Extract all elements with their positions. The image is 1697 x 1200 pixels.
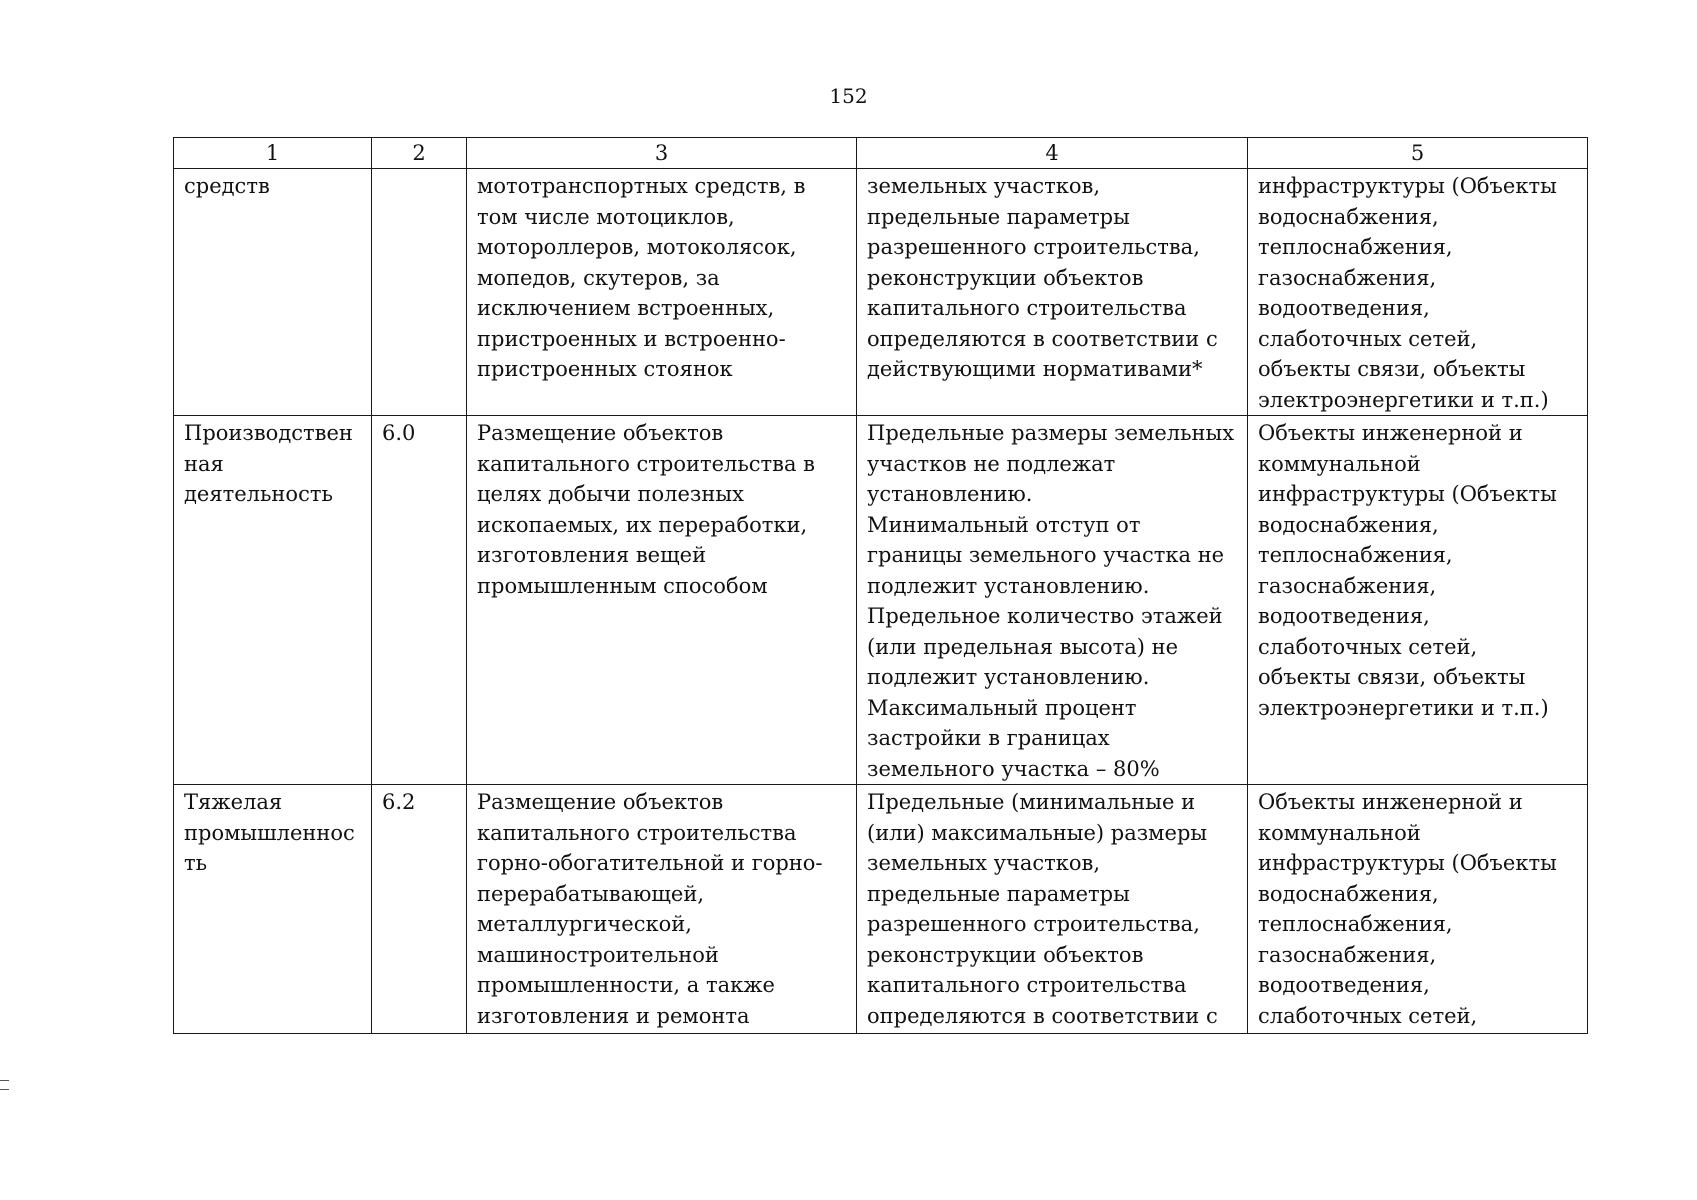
cell-text-line: Максимальный процент [867, 695, 1137, 720]
auxiliary-objects-cell [1248, 416, 1588, 785]
cell-text-line: водоснабжения, [1258, 204, 1439, 229]
cell-text-line: реконструкции объектов [867, 265, 1144, 290]
cell-text-line: промышленности, а также [477, 973, 775, 997]
cell-text-line: Предельные (минимальные и [867, 790, 1196, 814]
cell-text-line: перерабатывающей, [477, 881, 705, 906]
cell-text-line: электроэнергетики и т.п.) [1258, 695, 1549, 720]
cell-text-line: (или) максимальные) размеры [867, 820, 1208, 845]
cell-text-line: земельных участков, [867, 851, 1101, 875]
cell-text-line: водоотведения, [1258, 296, 1430, 320]
column-header-5: 5 [1248, 138, 1588, 169]
parameters-cell [857, 416, 1248, 785]
cell-text-line: Размещение объектов [477, 421, 724, 445]
cell-text-line: (или предельная высота) не [867, 634, 1179, 659]
cell-text-line: Предельное количество этажей [867, 604, 1223, 628]
cell-text-line: Производствен [184, 421, 353, 445]
cell-text-line: 6.2 [382, 790, 416, 814]
cell-text-line: теплоснабжения, [1258, 543, 1453, 567]
cell-text-line: газоснабжения, [1258, 265, 1437, 290]
land-use-name-cell [174, 785, 372, 1034]
cell-text-line: определяются в соответствии с [867, 1003, 1218, 1028]
cell-text-line: слаботочных сетей, [1258, 634, 1478, 659]
table-header-row [174, 138, 1588, 169]
cell-text-line: объекты связи, объекты [1258, 357, 1526, 381]
cell-text-line: капитального строительства [477, 820, 797, 845]
cell-text-line: капитального строительства в [477, 451, 816, 476]
code-cell [372, 785, 467, 1034]
zoning-regulations-table [173, 137, 1588, 1034]
auxiliary-objects-cell [1248, 169, 1588, 416]
cell-text-line: пристроенных стоянок [477, 357, 733, 381]
cell-text-line: инфраструктуры (Объекты [1258, 482, 1557, 506]
cell-text-line: инфраструктуры (Объекты [1258, 174, 1557, 198]
cell-text-line: исключением встроенных, [477, 296, 775, 320]
cell-text-line: слаботочных сетей, [1258, 1003, 1478, 1028]
cell-text-line: машиностроительной [477, 942, 719, 967]
cell-text-line: средств [184, 174, 270, 198]
cell-text-line: действующими нормативами* [867, 357, 1203, 381]
land-use-name-cell [174, 169, 372, 416]
cell-text-line: Объекты инженерной и [1258, 421, 1523, 445]
parameters-cell [857, 785, 1248, 1034]
cell-text-line: целях добычи полезных [477, 482, 744, 506]
cell-text-line: определяются в соответствии с [867, 326, 1218, 351]
description-cell [467, 416, 857, 785]
cell-text-line: Размещение объектов [477, 790, 724, 814]
cell-text-line: Минимальный отступ от [867, 512, 1141, 537]
cell-text-line: мопедов, скутеров, за [477, 265, 720, 290]
cell-text-line: предельные параметры [867, 881, 1130, 906]
cell-text-line: водоотведения, [1258, 973, 1430, 997]
table-row [174, 416, 1588, 785]
cell-text-line: застройки в границах [867, 726, 1110, 750]
cell-text-line: деятельность [184, 482, 333, 506]
cell-text-line: участков не подлежат [867, 451, 1116, 476]
cell-text-line: теплоснабжения, [1258, 912, 1453, 936]
cell-text-line: капитального строительства [867, 296, 1187, 320]
cell-text-line: ная [184, 451, 224, 476]
cell-text-line: газоснабжения, [1258, 942, 1437, 967]
scan-edge-mark [0, 1080, 9, 1090]
cell-text-line: разрешенного строительства, [867, 235, 1200, 259]
cell-text-line: ископаемых, их переработки, [477, 512, 808, 537]
cell-text-line: Предельные размеры земельных [867, 421, 1235, 445]
cell-text-line: изготовления вещей [477, 543, 707, 567]
cell-text-line: инфраструктуры (Объекты [1258, 851, 1557, 875]
column-header-4: 4 [857, 138, 1248, 169]
page-number: 152 [829, 84, 868, 108]
cell-text-line: водоотведения, [1258, 604, 1430, 628]
cell-text-line: водоснабжения, [1258, 512, 1439, 537]
cell-text-line: 6.0 [382, 421, 416, 445]
cell-text-line: водоснабжения, [1258, 881, 1439, 906]
cell-text-line: Тяжелая [184, 790, 283, 814]
cell-text-line: мототранспортных средств, в [477, 174, 806, 198]
code-cell [372, 169, 467, 416]
code-cell [372, 416, 467, 785]
cell-text-line: промышленным способом [477, 573, 768, 598]
cell-text-line: объекты связи, объекты [1258, 665, 1526, 689]
land-use-name-cell [174, 416, 372, 785]
column-header-3: 3 [467, 138, 857, 169]
cell-text-line: пристроенных и встроенно- [477, 326, 786, 351]
cell-text-line: газоснабжения, [1258, 573, 1437, 598]
cell-text-line: коммунальной [1258, 451, 1421, 476]
cell-text-line: подлежит установлению. [867, 573, 1150, 598]
cell-text-line: реконструкции объектов [867, 942, 1144, 967]
cell-text-line: электроэнергетики и т.п.) [1258, 387, 1549, 412]
cell-text-line: границы земельного участка не [867, 543, 1225, 567]
cell-text-line: капитального строительства [867, 973, 1187, 997]
cell-text-line: подлежит установлению. [867, 665, 1150, 689]
cell-text-line: промышленнос [184, 820, 355, 845]
cell-text-line: коммунальной [1258, 820, 1421, 845]
table-row [174, 785, 1588, 1034]
cell-text-line: предельные параметры [867, 204, 1130, 229]
cell-text-line: слаботочных сетей, [1258, 326, 1478, 351]
description-cell [467, 785, 857, 1034]
cell-text-line: Объекты инженерной и [1258, 790, 1523, 814]
cell-text-line: установлению. [867, 482, 1033, 506]
table-body [174, 169, 1588, 1034]
cell-text-line: металлургической, [477, 912, 692, 936]
cell-text-line: мотороллеров, мотоколясок, [477, 235, 797, 259]
auxiliary-objects-cell [1248, 785, 1588, 1034]
cell-text-line: горно-обогатительной и горно- [477, 851, 823, 875]
cell-text-line: изготовления и ремонта [477, 1003, 750, 1028]
parameters-cell [857, 169, 1248, 416]
description-cell [467, 169, 857, 416]
table-row [174, 169, 1588, 416]
cell-text-line: ть [184, 851, 208, 875]
cell-text-line: разрешенного строительства, [867, 912, 1200, 936]
cell-text-line: земельного участка – 80% [867, 756, 1160, 781]
column-header-2: 2 [372, 138, 467, 169]
cell-text-line: земельных участков, [867, 174, 1101, 198]
column-header-1: 1 [174, 138, 372, 169]
cell-text-line: теплоснабжения, [1258, 235, 1453, 259]
cell-text-line: том числе мотоциклов, [477, 204, 735, 229]
